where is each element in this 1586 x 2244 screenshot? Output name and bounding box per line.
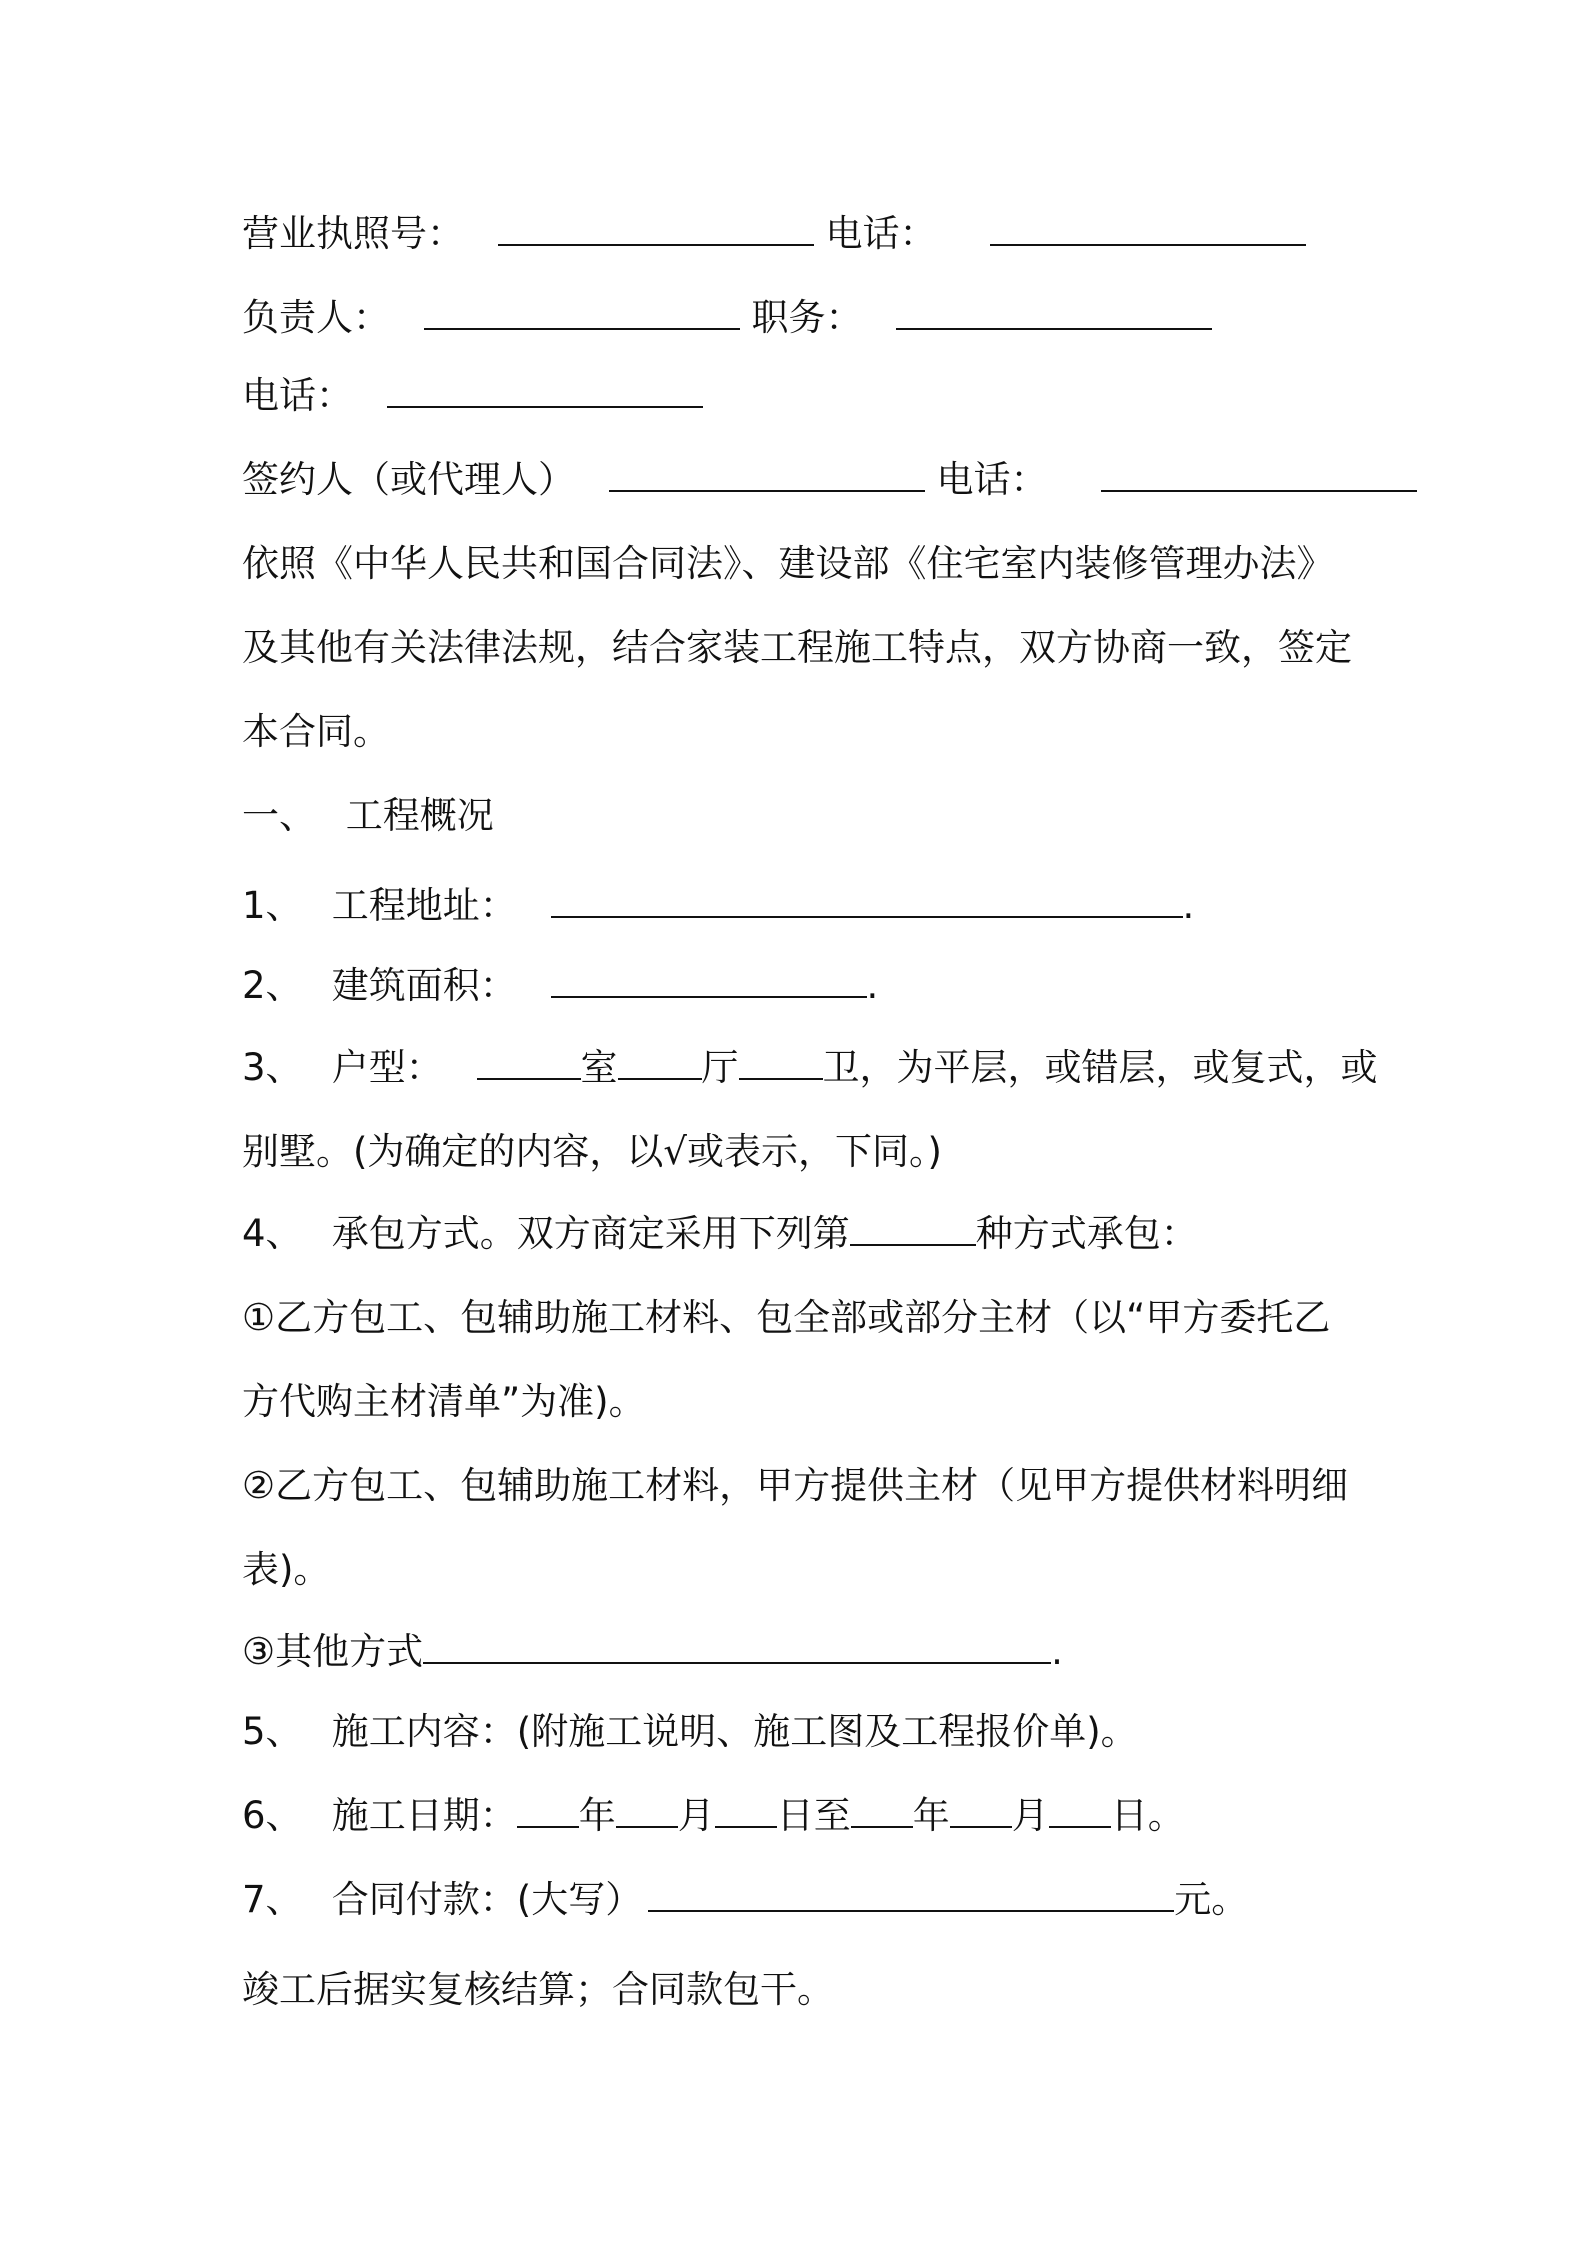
method-choice-blank[interactable] [850, 1210, 976, 1246]
area-blank[interactable] [551, 962, 867, 998]
option-2-line-2: 表)。 [242, 1548, 331, 1591]
item-6-month1: 月 [677, 1794, 715, 1837]
position-blank[interactable] [896, 294, 1212, 330]
item-3-bath: 卫，为平层，或错层，或复式，或 [822, 1046, 1378, 1089]
preamble-line-3: 本合同。 [242, 710, 390, 753]
end-day-blank[interactable] [1049, 1792, 1111, 1828]
preamble-line-2: 及其他有关法律法规，结合家装工程施工特点，双方协商一致，签定 [242, 626, 1352, 669]
other-method-blank[interactable] [423, 1628, 1051, 1664]
phone-label: 电话： [825, 212, 937, 255]
phone2-row [242, 372, 1362, 420]
item-6-dates [242, 1792, 1362, 1840]
license-row [242, 210, 1362, 258]
bath-count-blank[interactable] [739, 1044, 823, 1080]
item-1-label: 工程地址： [331, 884, 517, 927]
item-4-number: 4、 [242, 1212, 303, 1255]
section-heading [242, 792, 1362, 840]
option-3-end: . [1051, 1630, 1063, 1673]
start-month-blank[interactable] [616, 1792, 678, 1828]
section-title: 工程概况 [345, 794, 494, 837]
item-3-room: 室 [580, 1046, 618, 1089]
item-2-number: 2、 [242, 964, 303, 1007]
payment-amount-blank[interactable] [648, 1876, 1174, 1912]
phone-blank[interactable] [990, 210, 1306, 246]
manager-blank[interactable] [424, 294, 740, 330]
item-6-month2: 月 [1011, 1794, 1049, 1837]
signer-row [242, 456, 1362, 504]
item-3-label: 户型： [331, 1046, 443, 1089]
phone3-blank[interactable] [1101, 456, 1417, 492]
item-5-scope [242, 1708, 1362, 1756]
item-7-payment [242, 1876, 1362, 1924]
item-4-contract-method [242, 1210, 1362, 1258]
phone2-blank[interactable] [387, 372, 703, 408]
item-3-number: 3、 [242, 1046, 303, 1089]
item-7-number: 7、 [242, 1878, 303, 1921]
item-2-label: 建筑面积： [331, 964, 517, 1007]
end-month-blank[interactable] [950, 1792, 1012, 1828]
option-2-line-1: ②乙方包工、包辅助施工材料，甲方提供主材（见甲方提供材料明细 [242, 1464, 1349, 1507]
license-label: 营业执照号： [242, 212, 464, 255]
start-day-blank[interactable] [715, 1792, 777, 1828]
item-1-number: 1、 [242, 884, 303, 927]
position-label: 职务： [751, 296, 863, 339]
preamble-line-1: 依照《中华人民共和国合同法》、建设部《住宅室内装修管理办法》 [242, 542, 1334, 585]
phone3-label: 电话： [936, 458, 1048, 501]
address-blank[interactable] [551, 882, 1183, 918]
item-7-label: 合同付款：(大写） [331, 1878, 643, 1921]
item-1-end: . [1182, 884, 1195, 927]
item-2-end: . [866, 964, 879, 1007]
item-3-layout [242, 1044, 1378, 1092]
manager-row [242, 294, 1362, 342]
item-7-end: 元。 [1174, 1878, 1249, 1921]
item-6-day2: 日。 [1110, 1794, 1185, 1837]
hall-count-blank[interactable] [618, 1044, 702, 1080]
item-4-end: 种方式承包： [975, 1212, 1198, 1255]
room-count-blank[interactable] [477, 1044, 581, 1080]
item-3-hall: 厅 [701, 1046, 739, 1089]
manager-label: 负责人： [242, 296, 390, 339]
item-6-year1: 年 [578, 1794, 616, 1837]
item-2-area [242, 962, 1362, 1010]
settlement-note: 竣工后据实复核结算；合同款包干。 [242, 1968, 834, 2011]
item-4-label: 承包方式。双方商定采用下列第 [331, 1212, 850, 1255]
signer-label: 签约人（或代理人） [242, 458, 575, 501]
item-6-number: 6、 [242, 1794, 303, 1837]
item-6-year2: 年 [912, 1794, 950, 1837]
license-number-blank[interactable] [498, 210, 814, 246]
item-1-address [242, 882, 1362, 930]
item-6-label: 施工日期： [331, 1794, 517, 1837]
option-3-label: ③其他方式 [242, 1630, 424, 1673]
option-3 [242, 1628, 1362, 1676]
option-1-line-2: 方代购主材清单”为准)。 [242, 1380, 646, 1423]
item-5-text: 施工内容：(附施工说明、施工图及工程报价单)。 [331, 1710, 1138, 1753]
section-number: 一、 [242, 794, 316, 837]
item-3-line-2: 别墅。(为确定的内容，以√或表示，下同。) [242, 1130, 942, 1173]
item-5-number: 5、 [242, 1710, 303, 1753]
phone2-label: 电话： [242, 374, 353, 417]
signer-blank[interactable] [609, 456, 925, 492]
start-year-blank[interactable] [517, 1792, 579, 1828]
option-1-line-1: ①乙方包工、包辅助施工材料、包全部或部分主材（以“甲方委托乙 [242, 1296, 1331, 1339]
item-6-day-to: 日至 [776, 1794, 851, 1837]
end-year-blank[interactable] [851, 1792, 913, 1828]
